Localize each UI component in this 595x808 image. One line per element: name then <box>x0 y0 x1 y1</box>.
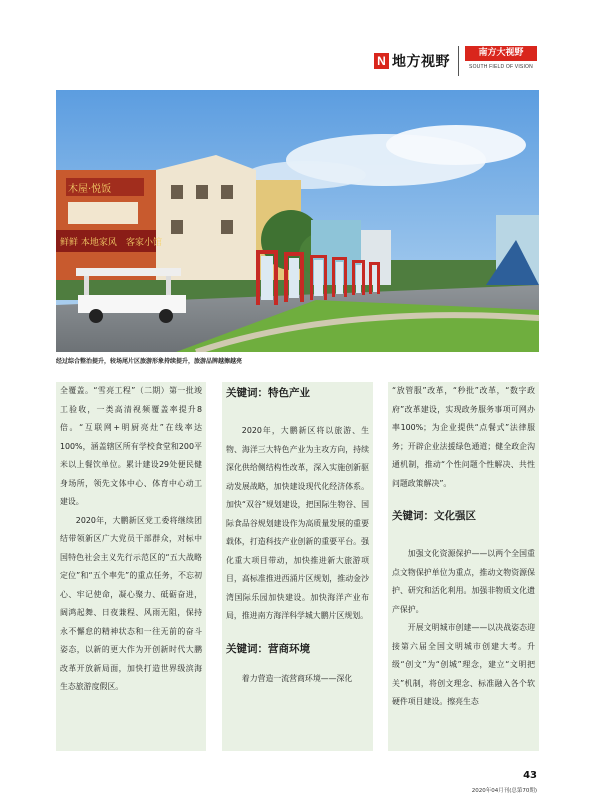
paragraph: 开展文明城市创建——以决战姿态迎接第六届全国文明城市创建大考。升级“创文”为“创城”理念，建立“文明把关”机制，将创文理念、标准融入各个软硬件项目建设。擦亮生态 <box>392 623 535 706</box>
masthead <box>374 46 537 76</box>
magazine-logo <box>374 46 459 76</box>
keyword-heading-business: 关键词：营商环境 <box>226 642 310 655</box>
magazine-title: 地方视野 <box>392 54 450 70</box>
keyword-heading-industry: 关键词：特色产业 <box>226 387 310 399</box>
keyword-heading-culture: 关键词：文化强区 <box>392 510 476 522</box>
street-scene-image <box>56 90 539 352</box>
text-column-1 <box>56 382 206 751</box>
paragraph: 2020年，大鹏新区党工委将继续团结带领新区广大党员干部群众，对标中国特色社会主义先行示范区的“五大战略定位”和“五个率先”的重点任务，不忘初心、牢记使命，凝心聚力、砥砺奋进，阔鸿起舞、日夜兼程、风雨无阻，保持永不懈怠的精神状态和一往无前的奋斗姿态，以新的更大作为开创新时代大鹏改革开放新局面，加快打造世界级滨海生态旅游度假区。 <box>60 515 202 691</box>
shop-sign-3: 客家小馆 <box>126 238 163 248</box>
text-column-3 <box>388 382 539 751</box>
paragraph: 加强文化资源保护——以两个全国重点文物保护单位为重点，推动文物资源保护、研究和活化利用。加强非物质文化遗产保护。 <box>392 549 535 614</box>
paragraph: 2020年，大鹏新区将以旅游、生物、海洋三大特色产业为主攻方向，持续深化供给侧结构性改革，深入实施创新驱动发展战略，加快建设现代化经济体系。加快“双谷”规划建设，把国际生物谷、国际食品谷规划建设作为高质量发展的重要载体，打造科技产业创新的重要平台。强化重大项目带动，加快推进新大旅游项目，高标准推进西涌片区规划，推动金沙湾国际乐园加快建设。加快海洋产业布局，推进南方海洋科学城大鹏片区规划。 <box>226 426 369 620</box>
section-title-en: SOUTH FIELD OF VISION <box>469 64 533 70</box>
text-column-2 <box>222 382 373 751</box>
paragraph: 全覆盖。“雪亮工程”（二期）第一批竣工验收，一类高清视频覆盖率提升8倍。“互联网+明厨亮灶”在线率达100%，涵盖辖区所有学校食堂和200平米以上餐饮单位。累计建设29处便民健身场所，领先文体中心、体育中心动工建设。 <box>60 386 202 506</box>
shop-sign-2: 鲜鲜 本地家风 <box>60 238 117 248</box>
section-label <box>465 46 537 76</box>
issue-label: 2020年04月刊(总第70期) <box>471 788 537 794</box>
page-number: 43 <box>523 770 537 781</box>
paragraph: 着力营造一流营商环境——深化 <box>241 673 353 683</box>
street-photo <box>56 90 539 352</box>
shop-sign-1: 木屋·悦饭 <box>68 184 112 195</box>
section-title-cn: 南方大视野 <box>465 46 537 61</box>
paragraph: “放管服”改革，“秒批”改革，“数字政府”改革建设，实现政务服务事项可网办率100%；为企业提供“点餐式”法律服务；开辟企业法援绿色通道；健全政企沟通机制，推动“个性问题个性解决、共性问题政策解决”。 <box>392 386 535 488</box>
photo-caption: 经过综合整治提升，较场尾片区旅游形象持续提升，旅游品牌越擦越亮 <box>56 358 243 365</box>
logo-letter-icon: N <box>374 53 389 69</box>
